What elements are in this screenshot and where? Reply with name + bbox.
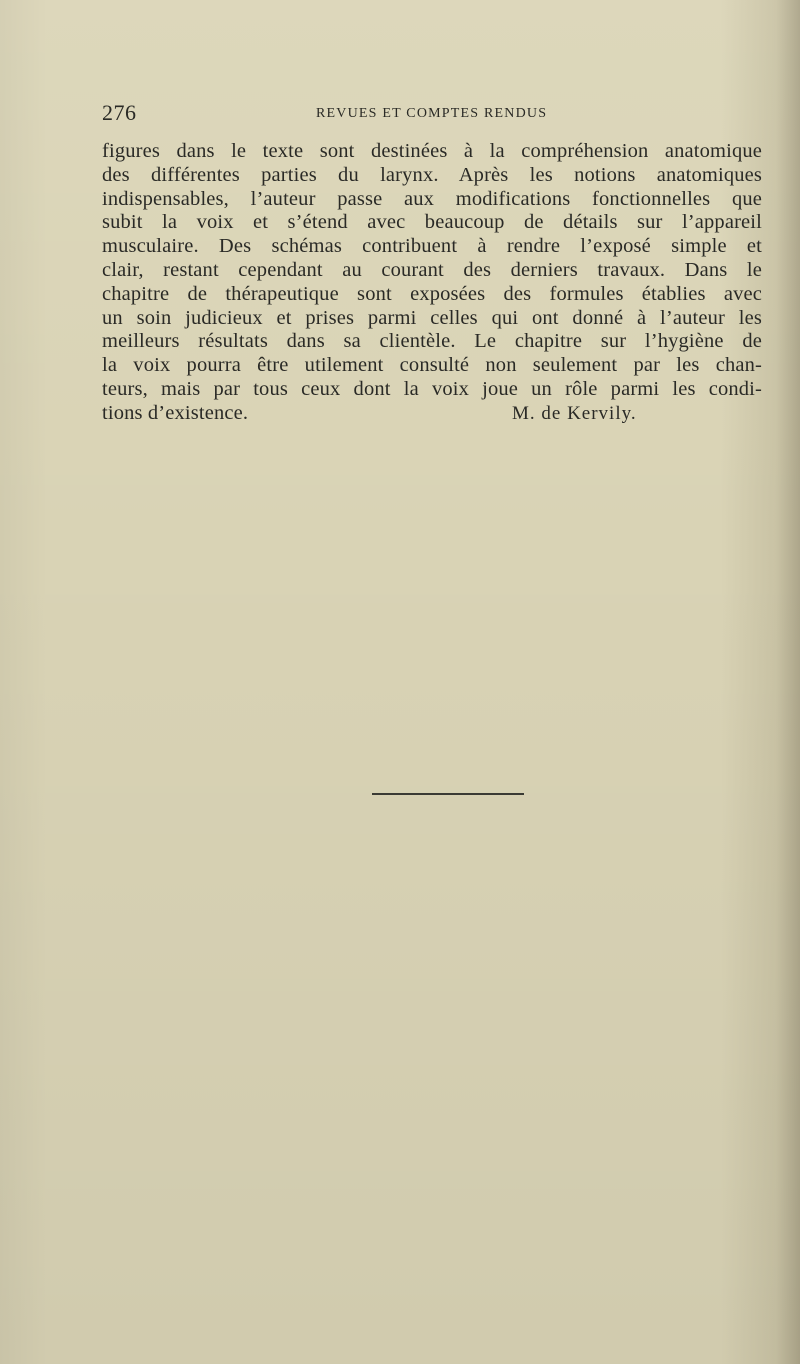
- last-line-text: tions d’existence.: [102, 401, 249, 424]
- text-line: subit la voix et s’étend avec beaucoup de détails sur l’appareil: [102, 211, 762, 234]
- text-line: indispensables, l’auteur passe aux modifications fonctionnelles que: [102, 187, 762, 210]
- page-number: 276: [102, 100, 137, 125]
- text-line: un soin judicieux et prises parmi celles qui ont donné à l’auteur les: [102, 306, 762, 329]
- review-text: [102, 140, 762, 426]
- author-signature: M. de Kervily.: [512, 402, 637, 424]
- running-head: REVUES ET COMPTES RENDUS: [316, 106, 548, 121]
- text-line-last: [102, 402, 762, 426]
- text-line: des différentes parties du larynx. Après les notions anatomiques: [102, 163, 762, 186]
- text-line: chapitre de thérapeutique sont exposées des formules établies avec: [102, 282, 762, 305]
- text-line: clair, restant cependant au courant des derniers travaux. Dans le: [102, 258, 762, 281]
- text-line: figures dans le texte sont destinées à la compréhension anatomique: [102, 140, 762, 162]
- text-line: teurs, mais par tous ceux dont la voix joue un rôle parmi les condi-: [102, 377, 762, 400]
- text-line: la voix pourra être utilement consulté non seulement par les chan-: [102, 354, 762, 377]
- text-line: meilleurs résultats dans sa clientèle. Le chapitre sur l’hygiène de: [102, 330, 762, 353]
- text-line: musculaire. Des schémas contribuent à rendre l’exposé simple et: [102, 235, 762, 258]
- section-divider: [372, 793, 524, 795]
